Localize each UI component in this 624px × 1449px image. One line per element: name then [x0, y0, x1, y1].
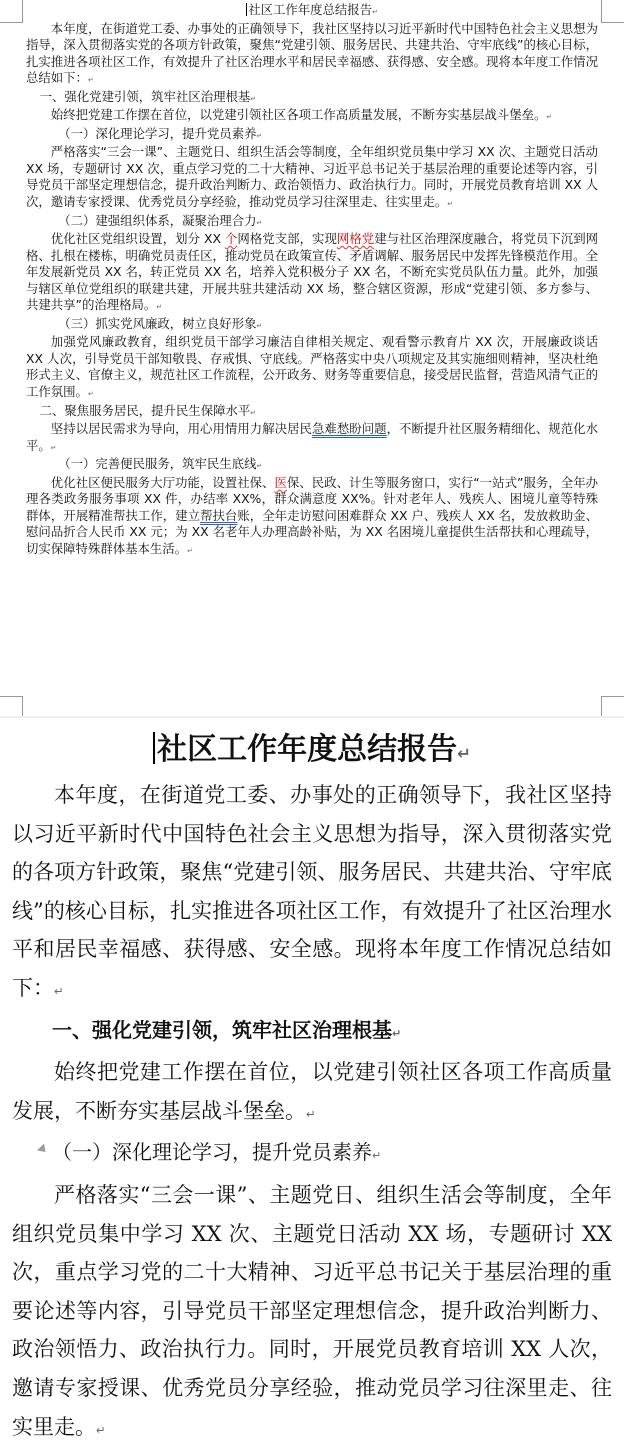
crop-mark-top-right	[601, 0, 624, 23]
small-paragraph: 始终把党建工作摆在首位，以党建引领社区各项工作高质量发展，不断夯实基层战斗堡垒。↵	[50, 107, 553, 123]
body-paragraph: 始终把党建工作摆在首位，以党建引领社区各项工作高质量发展，不断夯实基层战斗堡垒。↵	[12, 1060, 612, 1123]
crop-mark-top-left	[0, 0, 23, 23]
small-paragraph: 优化社区便民服务大厅功能，设置社保、医保、民政、计生等服务窗口，实行“一站式”服务，全年办理各类政务服务事项 XX 件，办结率 XX%，群众满意度 XX%。针对老年人、残疾人、困境儿童等特殊群体，开展精准帮扶工作，建立帮扶台账，全年走访慰问困难群众 XX 户、残疾人 XX 名，发放救助金、慰问品折合人民币 XX 元；为 XX 名老年人办理高龄补贴，为 XX 名困境儿童提供生活帮扶和心理疏导，切实保障特殊群体基本生活。↵	[26, 474, 598, 556]
small-paragraph: 坚持以居民需求为导向，用心用情用力解决居民急难愁盼问题，不断提升社区服务精细化、规范化水平。↵	[26, 421, 598, 453]
body-paragraph: 严格落实“三会一课”、主题党日、组织生活会等制度，全年组织党员集中学习 XX 次、主题党日活动 XX 场，专题研讨 XX 次，重点学习党的二十大精神、习近平总书记关于基层治理的重要论述等内容，引导党员干部坚定理想信念，提升政治判断力、政治领悟力、政治执行力。同时，开展党员教育培训 XX 人次，邀请专家授课、优秀党员分享经验，推动党员学习往深里走、往实里走。↵	[12, 1182, 612, 1439]
text-cursor	[153, 732, 155, 764]
small-paragraph: 加强党风廉政教育，组织党员干部学习廉洁自律相关规定、观看警示教育片 XX 次，开展廉政谈话 XX 人次，引导党员干部知敬畏、存戒惧、守底线。严格落实中央八项规定及其实施细则精神，坚决杜绝形式主义、官僚主义，规范社区工作流程，公开政务、财务等重要信息，接受居民监督，营造风清气正的工作氛围。↵	[26, 334, 598, 400]
small-heading-2: （二）建强组织体系，凝聚治理合力↵	[58, 212, 263, 228]
spellcheck-underline[interactable]: 网格党	[336, 231, 375, 247]
heading-1: 一、强化党建引领，筑牢社区治理根基↵	[52, 1017, 402, 1042]
small-doc-title: 社区工作年度总结报告↵	[248, 2, 378, 17]
small-heading-1: 一、强化党建引领，筑牢社区治理根基↵	[39, 88, 256, 104]
spellcheck-underline[interactable]: 个	[224, 231, 238, 247]
small-paragraph: 严格落实“三会一课”、主题党日、组织生活会等制度，全年组织党员集中学习 XX 次、主题党日活动 XX 场，专题研讨 XX 次，重点学习党的二十大精神、习近平总书记关于基层治理的重要论述等内容，引导党员干部坚定理想信念，提升政治判断力、政治领悟力、政治执行力。同时，开展党员教育培训 XX 人次，邀请专家授课、优秀党员分享经验，推动党员学习往深里走、往实里走。↵	[26, 144, 598, 210]
bottom-page-zoomed	[0, 718, 624, 1439]
small-intro-paragraph: 本年度，在街道党工委、办事处的正确领导下，我社区坚持以习近平新时代中国特色社会主义思想为指导，深入贯彻落实党的各项方针政策，聚焦“党建引领、服务居民、共建共治、守牢底线”的核心目标，扎实推进各项社区工作，有效提升了社区治理水平和居民幸福感、获得感、安全感。现将本年度工作情况总结如下：↵	[26, 20, 598, 86]
small-heading-2: （一）完善便民服务，筑牢民生底线↵	[58, 456, 263, 472]
collapse-triangle-icon[interactable]	[37, 1144, 49, 1156]
small-paragraph: 优化社区党组织设置，划分 XX 个网格党支部，实现网格党建与社区治理深度融合，将党员下沉到网格、扎根在楼栋，明确党员责任区，推动党员在政策宣传、矛盾调解、服务居民中发挥先锋模范作用。全年发展新党员 XX 名，转正党员 XX 名，培养入党积极分子 XX 名，不断充实党员队伍力量。此外，加强与辖区单位党组织的联建共建，开展共驻共建活动 XX 场，整合辖区资源，形成“党建引领、多方参与、共建共享”的治理格局。↵	[26, 231, 598, 313]
spellcheck-underline[interactable]: 医	[274, 474, 287, 490]
doc-title: 社区工作年度总结报告↵	[12, 728, 612, 776]
grammar-underline[interactable]: 帮扶台	[200, 507, 238, 523]
bottom-page-body[interactable]	[12, 728, 612, 1449]
small-heading-2: （一）深化理论学习，提升党员素养↵	[58, 125, 263, 141]
top-page-preview	[0, 0, 624, 716]
top-page-body[interactable]	[26, 2, 598, 684]
small-heading-2: （三）抓实党风廉政，树立良好形象↵	[58, 315, 263, 331]
heading-2: （一）深化理论学习，提升党员素养↵	[12, 1133, 612, 1176]
intro-paragraph: 本年度，在街道党工委、办事处的正确领导下，我社区坚持以习近平新时代中国特色社会主义思想为指导，深入贯彻落实党的各项方针政策，聚焦“党建引领、服务居民、共建共治、守牢底线”的核心目标，扎实推进各项社区工作，有效提升了社区治理水平和居民幸福感、获得感、安全感。现将本年度工作情况总结如下：↵	[12, 783, 612, 1000]
grammar-underline[interactable]: 急难愁盼问题	[311, 421, 387, 437]
small-heading-1: 二、聚焦服务居民，提升民生保障水平↵	[39, 402, 256, 418]
